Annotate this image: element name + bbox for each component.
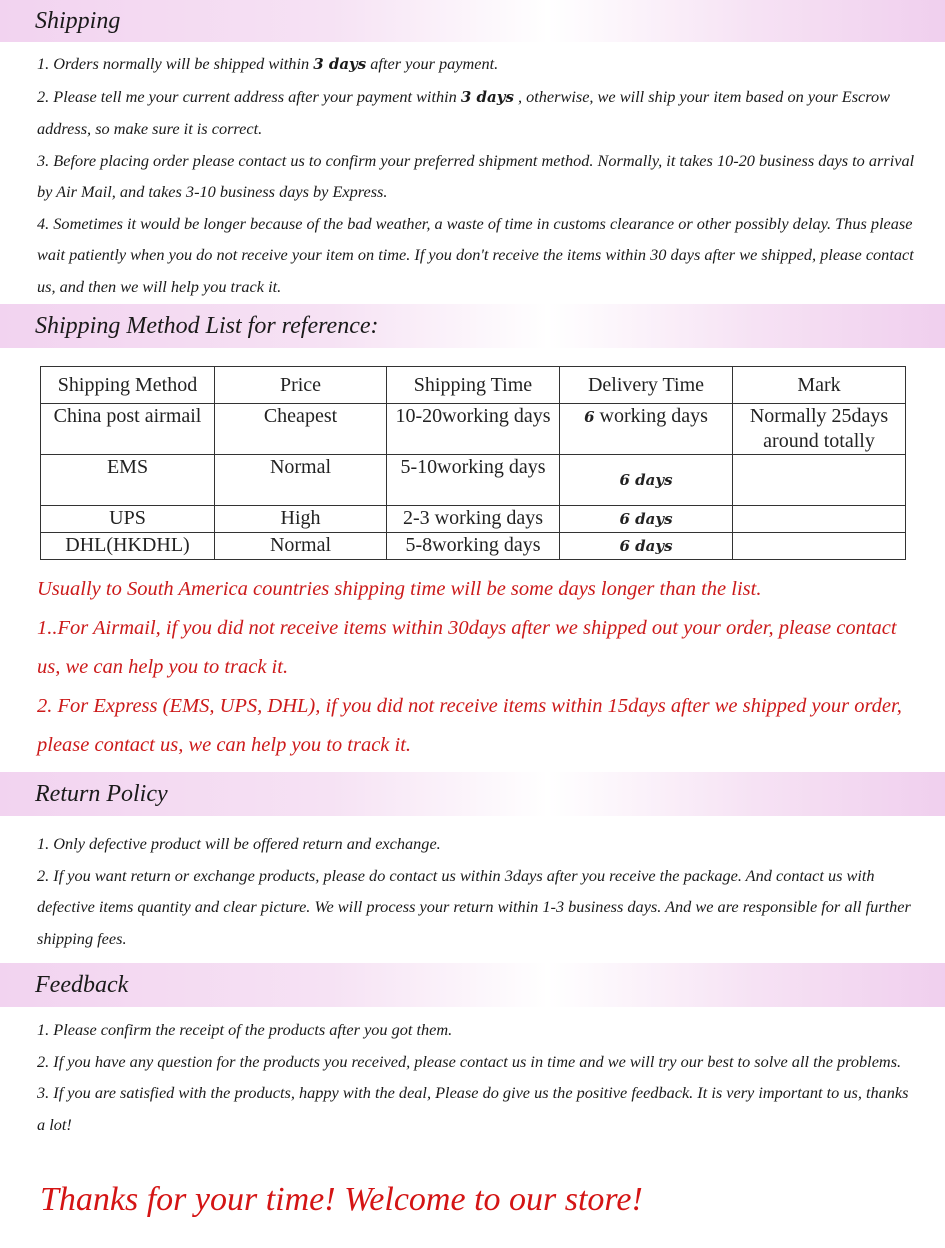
cell-shipping-time: 5-8working days (387, 533, 560, 560)
feedback-item-2: 2. If you have any question for the products you received, please contact us in time and we will try our best to solve all the problems. (37, 1051, 902, 1071)
section-header-feedback (0, 963, 945, 1007)
cell-price: Normal (215, 455, 387, 506)
cell-delivery-time: 6 working days (560, 404, 733, 455)
cell-price: High (215, 506, 387, 533)
shipping-item-1: 1. Orders normally will be shipped within 3 days after your payment. (37, 54, 499, 73)
shipping-text (37, 48, 917, 302)
section-title: Shipping (35, 7, 121, 34)
cell-delivery-time: 6 days (560, 455, 733, 506)
column-header: Mark (733, 367, 906, 404)
section-title: Return Policy (35, 780, 168, 807)
cell-price: Cheapest (215, 404, 387, 455)
column-header: Delivery Time (560, 367, 733, 404)
closing-message: Thanks for your time! Welcome to our store! (40, 1181, 643, 1218)
cell-mark (733, 506, 906, 533)
cell-shipping-time: 5-10working days (387, 455, 560, 506)
section-header-return-policy (0, 772, 945, 816)
feedback-text (37, 1014, 917, 1140)
table-row (41, 404, 906, 455)
cell-mark: Normally 25days around totally (733, 404, 906, 455)
shipping-item-3: 3. Before placing order please contact us to confirm your preferred shipment method. Normally, it takes 10-20 business days to arrival by Air Mail, and takes 3-10 business days by Express. (37, 150, 915, 201)
cell-delivery-time: 6 days (560, 506, 733, 533)
cell-method: UPS (41, 506, 215, 533)
return-policy-text (37, 828, 917, 954)
table-row (41, 455, 906, 506)
shipping-notes (37, 570, 917, 765)
return-item-2: 2. If you want return or exchange products, please do contact us within 3days after you receive the package. And contact us with defective items quantity and clear picture. We will process your return within 1-3 business days. And we are responsible for all further shipping fees. (37, 865, 911, 948)
section-header-shipping (0, 0, 945, 42)
cell-mark (733, 533, 906, 560)
cell-price: Normal (215, 533, 387, 560)
table-header-row (41, 367, 906, 404)
section-title: Shipping Method List for reference: (35, 312, 379, 339)
column-header: Shipping Method (41, 367, 215, 404)
cell-method: EMS (41, 455, 215, 506)
cell-shipping-time: 2-3 working days (387, 506, 560, 533)
cell-shipping-time: 10-20working days (387, 404, 560, 455)
shipping-item-2: 2. Please tell me your current address after your payment within 3 days , otherwise, we will ship your item based on your Escrow address, so make sure it is correct. (37, 86, 890, 138)
note-south-america: Usually to South America countries shipping time will be some days longer than the list. (37, 578, 762, 600)
feedback-item-1: 1. Please confirm the receipt of the products after you got them. (37, 1020, 453, 1039)
cell-method: DHL(HKDHL) (41, 533, 215, 560)
cell-delivery-time: 6 days (560, 533, 733, 560)
cell-method: China post airmail (41, 404, 215, 455)
cell-mark (733, 455, 906, 506)
section-header-method-list (0, 304, 945, 348)
shipping-item-4: 4. Sometimes it would be longer because of the bad weather, a waste of time in customs clearance or other possibly delay. Thus please wait patiently when you do not receive your item on time. If you don't receive the items within 30 days after we shipped, please contact us, and then we will help you track it. (37, 213, 914, 296)
column-header: Shipping Time (387, 367, 560, 404)
return-item-1: 1. Only defective product will be offered return and exchange. (37, 834, 441, 853)
note-airmail: 1..For Airmail, if you did not receive items within 30days after we shipped out your order, please contact us, we can help you to track it. (37, 617, 897, 678)
column-header: Price (215, 367, 387, 404)
note-express: 2. For Express (EMS, UPS, DHL), if you did not receive items within 15days after we shipped your order, please contact us, we can help you to track it. (37, 695, 902, 756)
section-title: Feedback (35, 971, 129, 998)
table-row (41, 506, 906, 533)
feedback-item-3: 3. If you are satisfied with the products, happy with the deal, Please do give us the positive feedback. It is very important to us, thanks a lot! (37, 1083, 909, 1134)
shipping-method-table (40, 366, 906, 560)
table-row (41, 533, 906, 560)
